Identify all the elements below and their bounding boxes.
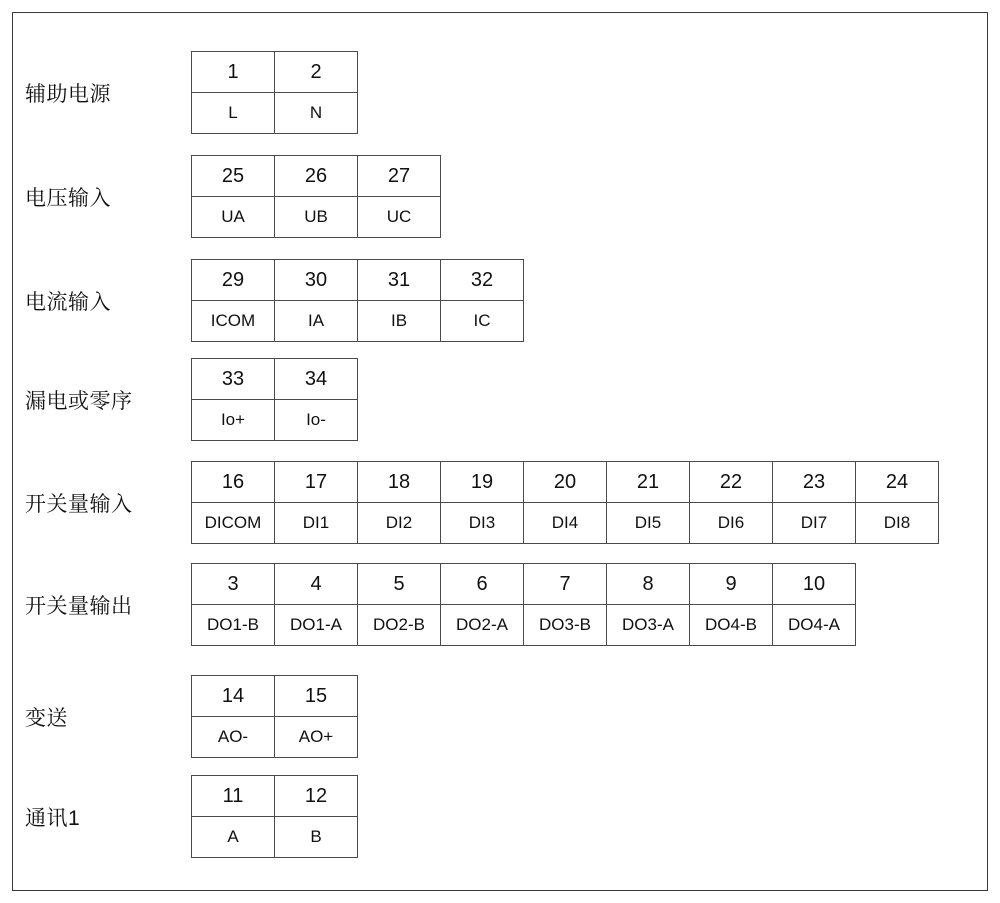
terminal-name: Io+	[192, 400, 275, 441]
terminal-name: DO2-B	[358, 605, 441, 646]
terminal-number: 15	[275, 676, 358, 717]
terminal-name: DO3-B	[524, 605, 607, 646]
terminal-table-leakage-or-zero-sequence	[191, 358, 358, 441]
terminal-number: 30	[275, 260, 358, 301]
diagram-frame	[12, 12, 988, 891]
terminal-number: 3	[192, 564, 275, 605]
row-communication-1	[13, 775, 358, 858]
terminal-name: IA	[275, 301, 358, 342]
terminal-number: 22	[690, 462, 773, 503]
row-label-current-input: 电流输入	[25, 290, 111, 314]
terminal-table-voltage-input	[191, 155, 441, 238]
terminal-number: 25	[192, 156, 275, 197]
terminal-number: 33	[192, 359, 275, 400]
terminal-name: DO1-A	[275, 605, 358, 646]
terminal-number: 5	[358, 564, 441, 605]
terminal-number: 4	[275, 564, 358, 605]
terminal-name: IC	[441, 301, 524, 342]
terminal-name: N	[275, 93, 358, 134]
terminal-name: L	[192, 93, 275, 134]
row-leakage-or-zero-sequence	[13, 358, 358, 441]
terminal-name: ICOM	[192, 301, 275, 342]
terminal-name: DI5	[607, 503, 690, 544]
terminal-name: AO-	[192, 717, 275, 758]
terminal-number: 16	[192, 462, 275, 503]
row-label-digital-input: 开关量输入	[25, 492, 133, 516]
terminal-name: Io-	[275, 400, 358, 441]
terminal-number: 20	[524, 462, 607, 503]
row-current-input	[13, 259, 524, 342]
terminal-table-digital-output	[191, 563, 856, 646]
terminal-name: IB	[358, 301, 441, 342]
terminal-name: UB	[275, 197, 358, 238]
terminal-number: 17	[275, 462, 358, 503]
terminal-number: 24	[856, 462, 939, 503]
terminal-name: DI1	[275, 503, 358, 544]
row-label-digital-output: 开关量输出	[25, 594, 133, 618]
terminal-number: 11	[192, 776, 275, 817]
terminal-name: UA	[192, 197, 275, 238]
terminal-number: 21	[607, 462, 690, 503]
row-label-voltage-input: 电压输入	[25, 186, 111, 210]
terminal-name: AO+	[275, 717, 358, 758]
terminal-number: 9	[690, 564, 773, 605]
terminal-number: 10	[773, 564, 856, 605]
terminal-table-analog-output	[191, 675, 358, 758]
terminal-number: 7	[524, 564, 607, 605]
terminal-number: 32	[441, 260, 524, 301]
terminal-number: 34	[275, 359, 358, 400]
row-label-auxiliary-power: 辅助电源	[25, 82, 111, 106]
terminal-table-auxiliary-power	[191, 51, 358, 134]
row-label-leakage-or-zero-sequence: 漏电或零序	[25, 389, 133, 413]
terminal-name: DI3	[441, 503, 524, 544]
terminal-name: DO4-B	[690, 605, 773, 646]
terminal-name: DI6	[690, 503, 773, 544]
terminal-number: 2	[275, 52, 358, 93]
terminal-number: 19	[441, 462, 524, 503]
row-label-analog-output: 变送	[25, 706, 68, 730]
terminal-number: 27	[358, 156, 441, 197]
terminal-name: DO1-B	[192, 605, 275, 646]
terminal-table-communication-1	[191, 775, 358, 858]
terminal-name: DO4-A	[773, 605, 856, 646]
terminal-name: DICOM	[192, 503, 275, 544]
terminal-name: DO3-A	[607, 605, 690, 646]
row-auxiliary-power	[13, 51, 358, 134]
terminal-number: 26	[275, 156, 358, 197]
terminal-number: 23	[773, 462, 856, 503]
terminal-number: 31	[358, 260, 441, 301]
terminal-number: 1	[192, 52, 275, 93]
row-analog-output	[13, 675, 358, 758]
terminal-number: 18	[358, 462, 441, 503]
row-label-communication-1: 通讯1	[25, 806, 81, 830]
terminal-name: DI7	[773, 503, 856, 544]
terminal-table-current-input	[191, 259, 524, 342]
terminal-name: A	[192, 817, 275, 858]
row-voltage-input	[13, 155, 441, 238]
terminal-number: 29	[192, 260, 275, 301]
terminal-name: B	[275, 817, 358, 858]
row-digital-input	[13, 461, 939, 544]
terminal-name: UC	[358, 197, 441, 238]
terminal-name: DI4	[524, 503, 607, 544]
terminal-name: DI8	[856, 503, 939, 544]
terminal-number: 14	[192, 676, 275, 717]
row-digital-output	[13, 563, 856, 646]
terminal-number: 12	[275, 776, 358, 817]
terminal-name: DO2-A	[441, 605, 524, 646]
terminal-table-digital-input	[191, 461, 939, 544]
terminal-number: 8	[607, 564, 690, 605]
terminal-number: 6	[441, 564, 524, 605]
terminal-name: DI2	[358, 503, 441, 544]
